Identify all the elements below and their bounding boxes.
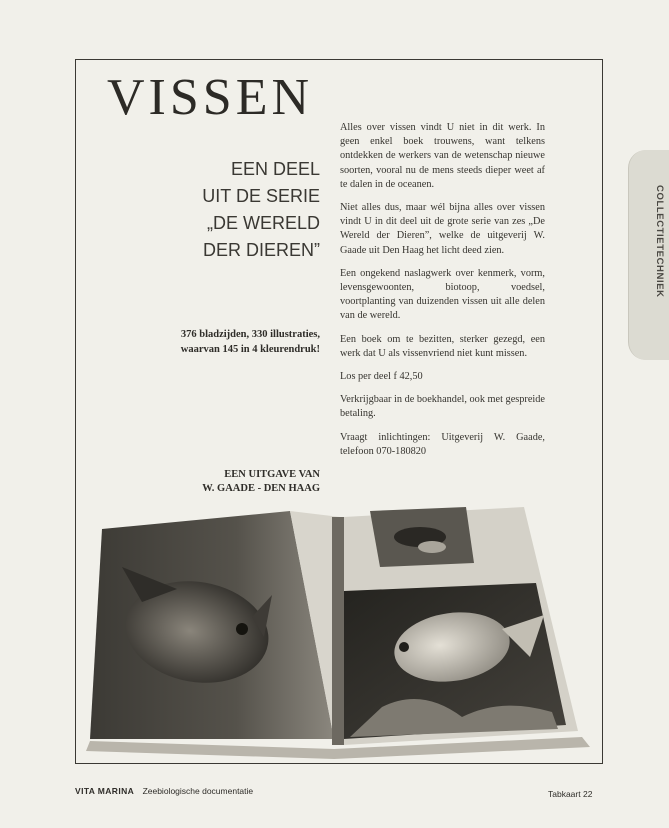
ad-subtitle — [140, 156, 320, 264]
footer-page-ref: Tabkaart 22 — [548, 789, 593, 799]
body-paragraph: Niet alles dus, maar wél bijna alles over vissen vindt U in dit deel uit de grote serie van zes „De Wereld der Dieren”, welke de uitgeverij W. Gaade uit Den Haag het licht deed zien. — [340, 202, 545, 256]
footer-subtitle: Zeebiologische documentatie — [142, 786, 254, 796]
body-paragraph: Een boek om te bezitten, sterker gezegd, een werk dat U als vissenvriend niet kunt missen. — [340, 333, 545, 359]
ad-body-text — [340, 121, 545, 468]
book-facts — [155, 327, 320, 357]
subtitle-line: EEN DEEL — [230, 159, 320, 179]
body-paragraph: Alles over vissen vindt U niet in dit werk. In geen enkel boek trouwens, want telkens ontdekken de werkers van de wetenschap nieuwe soorten, vooral nu de mens steeds dieper weet af te dalen in de oceanen. — [340, 122, 545, 190]
subtitle-line: UIT DE SERIE — [202, 186, 320, 206]
footer-credit — [75, 786, 253, 796]
contact-line: Vraagt inlichtingen: Uitgeverij W. Gaade, telefoon 070-180820 — [340, 431, 545, 457]
publisher-line: EEN UITGAVE VAN — [224, 469, 320, 480]
book-spine — [332, 517, 344, 745]
subtitle-line: „DE WERELD — [206, 213, 320, 233]
open-book-photo — [82, 507, 594, 759]
footer-brand: VITA MARINA — [75, 786, 135, 796]
ad-title: VISSEN — [107, 69, 314, 126]
publisher-credit — [155, 468, 320, 496]
body-paragraph: Een ongekend naslagwerk over kenmerk, vorm, levensgewoonten, biotoop, voedsel, voortplanting van duizenden vissen uit alle delen van de wereld. — [340, 267, 545, 322]
publisher-line: W. GAADE - DEN HAAG — [202, 483, 320, 494]
facts-line: waarvan 145 in 4 kleurendruk! — [180, 344, 320, 355]
index-tab-label: COLLECTIETECHNIEK — [654, 185, 665, 298]
body-paragraph: Verkrijgbaar in de boekhandel, ook met gespreide betaling. — [340, 394, 546, 420]
subtitle-line: DER DIEREN” — [202, 240, 320, 260]
price-line: Los per deel f 42,50 — [340, 371, 423, 383]
facts-line: 376 bladzijden, 330 illustraties, — [180, 329, 320, 340]
